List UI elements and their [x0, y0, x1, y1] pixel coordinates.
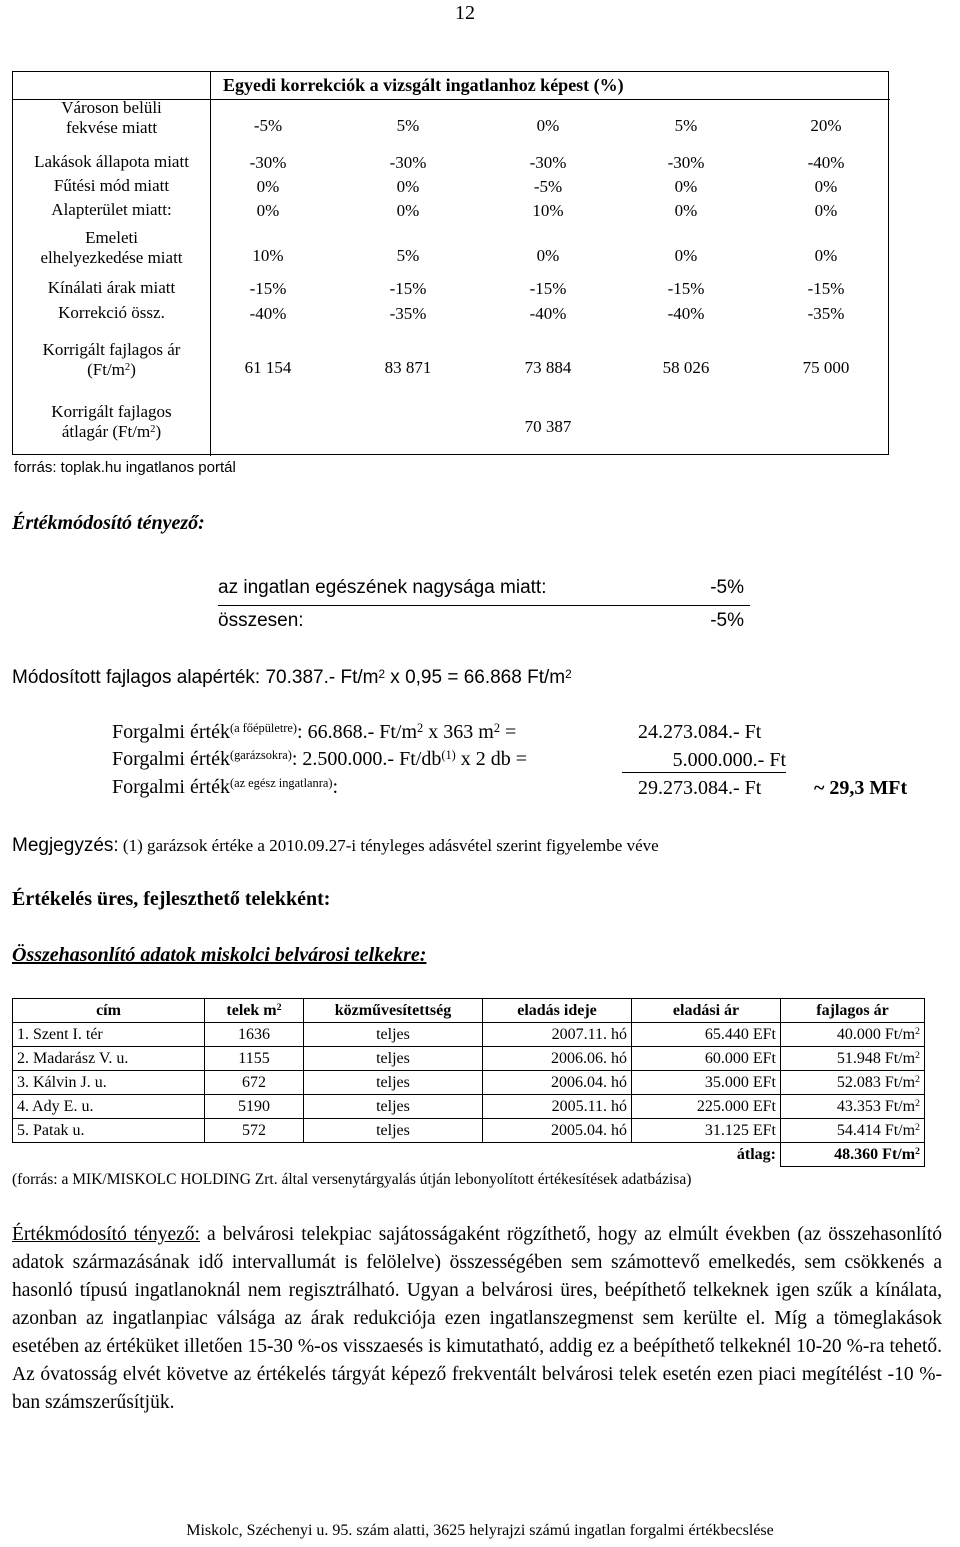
cell-value: -15%	[667, 279, 705, 298]
table-cell: teljes	[304, 1047, 483, 1071]
cell-value: 0%	[396, 177, 420, 196]
cell-value: 0%	[256, 201, 280, 220]
table-divider	[210, 72, 211, 456]
cell-value: -15%	[807, 279, 845, 298]
row-label: Fűtési mód miatt	[53, 176, 170, 195]
cell-value: 0%	[674, 246, 698, 265]
cell-value: -35%	[389, 304, 427, 323]
cell-value: 0%	[536, 116, 560, 135]
table-cell: 1. Szent I. tér	[13, 1023, 205, 1047]
cell-value: 0%	[674, 201, 698, 220]
row-label: Városon belüli fekvése miatt	[61, 98, 162, 137]
cell-value: -30%	[389, 153, 427, 172]
cell-value: -5%	[533, 177, 563, 196]
table-cell: 2006.06. hó	[483, 1047, 632, 1071]
cell-value: 5%	[674, 116, 698, 135]
market-value-result: 24.273.084.- Ft	[638, 721, 762, 743]
table-cell: 225.000 EFt	[632, 1095, 781, 1119]
table-cell: 5. Patak u.	[13, 1119, 205, 1143]
column-header: telek $m^2$	[205, 999, 304, 1023]
modifier-block	[218, 577, 750, 638]
modifier-label: az ingatlan egészének nagysága miatt:	[218, 577, 547, 598]
table-header-row	[13, 999, 925, 1023]
cell-value: 20%	[810, 116, 842, 135]
cell-value: 0%	[674, 177, 698, 196]
cell-value: -30%	[529, 153, 567, 172]
cell-value: 0%	[814, 177, 838, 196]
table-cell: 54.414 $Ft/m^2$	[781, 1119, 925, 1143]
cell-value: 73 884	[524, 358, 572, 377]
column-header: fajlagos ár	[781, 999, 925, 1023]
modifier-row	[218, 610, 750, 638]
modifier-value: -5%	[710, 610, 744, 631]
average-label: átlag:	[736, 1145, 776, 1163]
row-label: Korrigált fajlagos ár $(Ft/m^2)$	[42, 340, 181, 379]
cell-value: 75 000	[802, 358, 850, 377]
market-value-total: ~ 29,3 MFt	[814, 777, 908, 799]
average-value: 48.360 $Ft/m^2$	[781, 1143, 925, 1167]
table-cell: 3. Kálvin J. u.	[13, 1071, 205, 1095]
market-value-line-total: Forgalmi érték$^{(az egész ingatlanra)}$:	[112, 776, 339, 798]
table-cell: 1636	[205, 1023, 304, 1047]
table-cell: teljes	[304, 1119, 483, 1143]
cell-value: 58 026	[662, 358, 710, 377]
table-cell: 2006.04. hó	[483, 1071, 632, 1095]
cell-value: 0%	[396, 201, 420, 220]
table-cell: 40.000 $Ft/m^2$	[781, 1023, 925, 1047]
table-cell: 672	[205, 1071, 304, 1095]
correction-table	[12, 71, 889, 455]
cell-value: -40%	[249, 304, 287, 323]
row-label: Korrigált fajlagos átlagár $(Ft/m^2)$	[51, 402, 172, 441]
modifier-row	[218, 577, 750, 606]
row-label: Alapterület miatt:	[51, 200, 172, 219]
table-row	[13, 1047, 925, 1071]
table-cell: 4. Ady E. u.	[13, 1095, 205, 1119]
cell-value: 5%	[396, 246, 420, 265]
cell-value: -40%	[807, 153, 845, 172]
cell-value: 83 871	[384, 358, 432, 377]
table-caption: Egyedi korrekciók a vizsgált ingatlanhoz képest (%)	[223, 75, 624, 95]
note: Megjegyzés: (1) garázsok értéke a 2010.09.27-i tényleges adásvétel szerint figyelembe véve	[12, 835, 659, 856]
table-cell: teljes	[304, 1023, 483, 1047]
section-heading: Értékelés üres, fejleszthető telekként:	[12, 888, 331, 910]
modifier-value: -5%	[710, 577, 744, 598]
row-label: Emeleti elhelyezkedése miatt	[40, 228, 183, 267]
modified-value: Módosított fajlagos alapérték: 70.387.- $Ft/m^2$ x 0,95 = 66.868 $Ft/m^2$	[12, 667, 572, 688]
cell-value: 0%	[814, 246, 838, 265]
row-label: Lakások állapota miatt	[34, 152, 189, 171]
modifier-label: összesen:	[218, 610, 304, 631]
table-source: (forrás: a MIK/MISKOLC HOLDING Zrt. által versenytárgyalás útján lebonyolított értékesítések adatbázisa)	[12, 1171, 692, 1188]
column-header: cím	[13, 999, 205, 1023]
average-row	[13, 1143, 925, 1167]
table-cell: 2. Madarász V. u.	[13, 1047, 205, 1071]
column-header: közművesítettség	[304, 999, 483, 1023]
table-cell: 31.125 EFt	[632, 1119, 781, 1143]
cell-value: -30%	[249, 153, 287, 172]
table-cell: 2005.11. hó	[483, 1095, 632, 1119]
table-cell: 2007.11. hó	[483, 1023, 632, 1047]
market-value-result: 29.273.084.- Ft	[638, 777, 762, 799]
comparison-table	[12, 998, 925, 1167]
cell-value: 0%	[536, 246, 560, 265]
cell-value: 0%	[814, 201, 838, 220]
cell-value: -15%	[389, 279, 427, 298]
cell-value: -15%	[529, 279, 567, 298]
cell-value: -40%	[529, 304, 567, 323]
table-cell: 43.353 $Ft/m^2$	[781, 1095, 925, 1119]
cell-value: -5%	[253, 116, 283, 135]
cell-value: 5%	[396, 116, 420, 135]
cell-value: -40%	[667, 304, 705, 323]
table-source: forrás: toplak.hu ingatlanos portál	[14, 459, 236, 476]
cell-value: 10%	[252, 246, 284, 265]
table-cell: 572	[205, 1119, 304, 1143]
column-header: eladás ideje	[483, 999, 632, 1023]
table-cell: 52.083 $Ft/m^2$	[781, 1071, 925, 1095]
page-number: 12	[455, 2, 475, 24]
modifier-heading: Értékmódosító tényező:	[12, 512, 205, 534]
cell-value: -35%	[807, 304, 845, 323]
cell-value: 0%	[256, 177, 280, 196]
table-row	[13, 1071, 925, 1095]
table-cell: 60.000 EFt	[632, 1047, 781, 1071]
compare-heading: Összehasonlító adatok miskolci belvárosi telkekre:	[12, 944, 427, 966]
table-cell: teljes	[304, 1095, 483, 1119]
table-cell: 5190	[205, 1095, 304, 1119]
column-header: eladási ár	[632, 999, 781, 1023]
table-cell: 35.000 EFt	[632, 1071, 781, 1095]
table-row	[13, 1023, 925, 1047]
cell-value: -30%	[667, 153, 705, 172]
market-value-result: 5.000.000.- Ft	[622, 748, 786, 773]
market-value-line-garage: Forgalmi érték$^{(garázsokra)}$: 2.500.000.- $Ft/db^{(1)}$ x 2 db =	[112, 748, 528, 770]
cell-value: 10%	[532, 201, 564, 220]
table-cell: 1155	[205, 1047, 304, 1071]
page-footer: Miskolc, Széchenyi u. 95. szám alatti, 3625 helyrajzi számú ingatlan forgalmi értékbecslése	[186, 1522, 774, 1539]
table-cell: 2005.04. hó	[483, 1119, 632, 1143]
cell-value: 61 154	[244, 358, 292, 377]
table-cell: 65.440 EFt	[632, 1023, 781, 1047]
table-row	[13, 1119, 925, 1143]
cell-value: -15%	[249, 279, 287, 298]
table-cell: teljes	[304, 1071, 483, 1095]
valuation-paragraph: Értékmódosító tényező: a belvárosi telekpiac sajátosságaként rögzíthető, hogy az elmúlt években (az összehasonlító adatok származásának idő intervallumát is felölelve) összességében sem számottevő emelkedés, sem csökkenés a hasonló típusú ingatlanoknál nem regisztrálható. Ugyan a belvárosi üres, beépíthető telkeknek igen szűk a kínálata, azonban az ingatlanpiac válsága az árak redukciója ezen ingatlanszegmenst sem kerülte el. Míg a tömeglakások esetében az értéküket illetően 15-30 %-os visszaesés is kimutatható, addig ez a beépíthető telkeknél 10-20 %-ra tehető. Az óvatosság elvét követve az értékelés tárgyát képező frekventált belvárosi telek esetén ezen piaci megítélést -10 %-ban számszerűsítjük.	[12, 1224, 942, 1413]
table-row	[13, 1095, 925, 1119]
market-value-line-building: Forgalmi érték$^{(a főépületre)}$: 66.868.- $Ft/m^2$ x 363 $m^2$ =	[112, 721, 517, 743]
average-value: 70 387	[524, 417, 572, 436]
row-label: Kínálati árak miatt	[47, 278, 176, 297]
row-label: Korrekció össz.	[58, 303, 165, 322]
table-cell: 51.948 $Ft/m^2$	[781, 1047, 925, 1071]
